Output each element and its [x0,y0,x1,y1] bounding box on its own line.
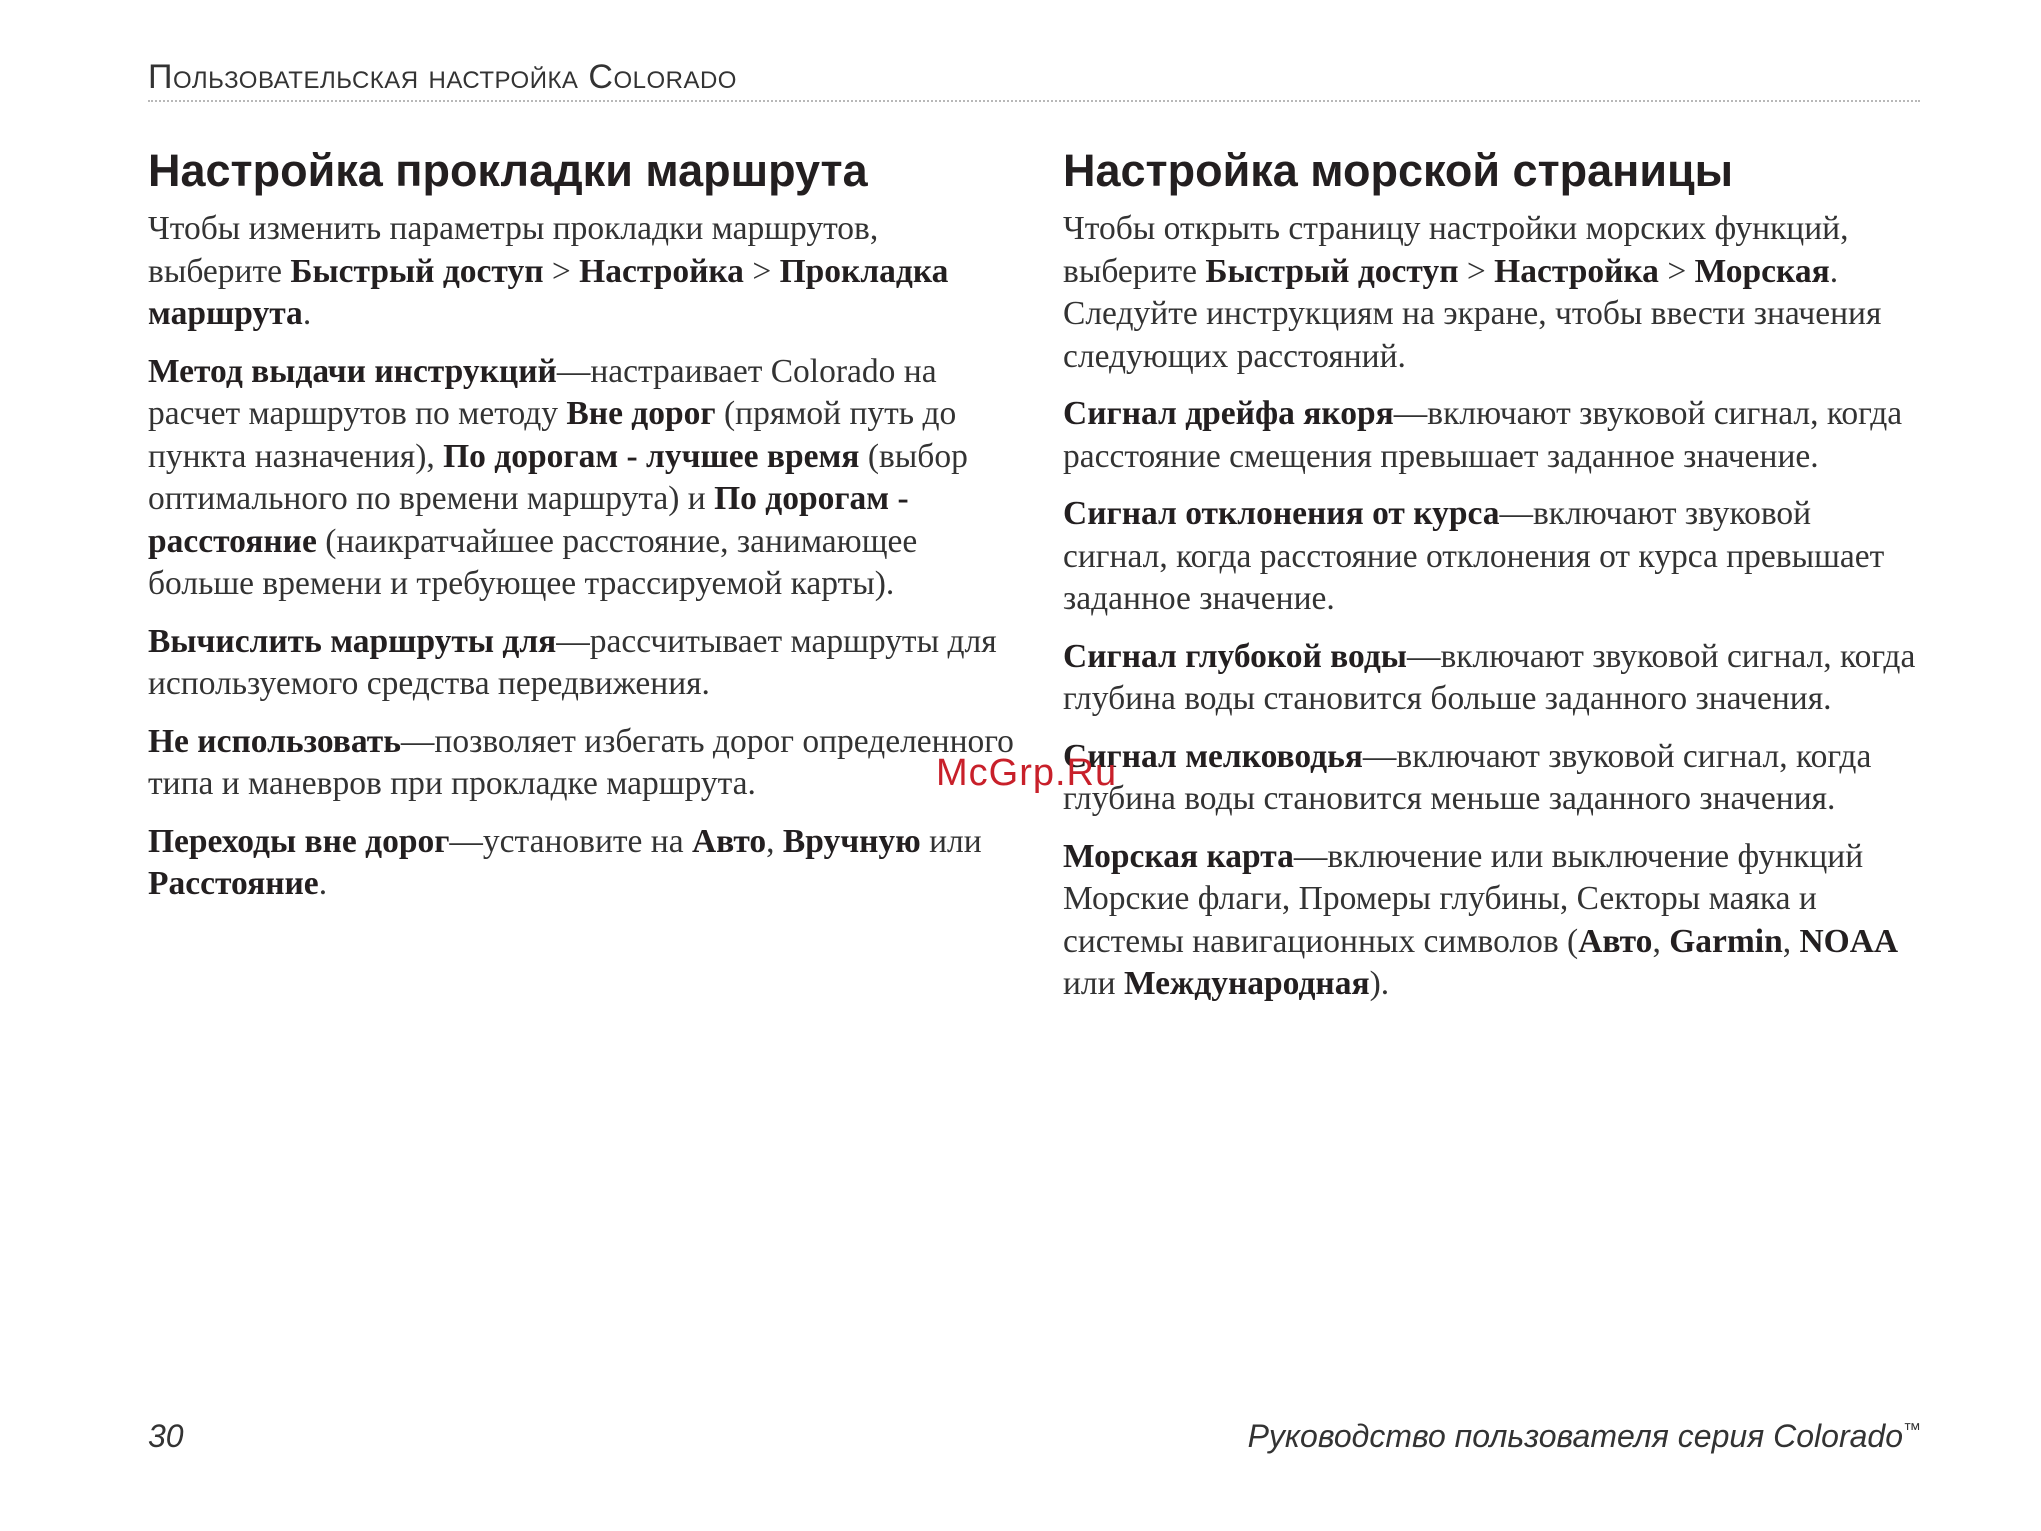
term: Сигнал дрейфа якоря [1063,395,1394,432]
text: или [920,822,982,860]
page-number: 30 [148,1418,184,1454]
text: или [1063,965,1124,1002]
text: Чтобы открыть страницу настройки морских функций, выберите [1063,210,1849,290]
text: , [1652,922,1670,960]
manual-title [1248,1418,1921,1455]
option: Авто [1578,922,1653,960]
text: —включение или выключение функций Морские флаги, Промеры глубины, Секторы маяка и системы навигационных символов ( [1063,837,1864,960]
marine-intro-paragraph [1063,208,1923,378]
term: Сигнал глубокой воды [1063,637,1407,675]
text: Чтобы изменить параметры прокладки маршрутов, выберите [148,210,879,290]
deep-water-paragraph [1063,636,1923,721]
text: , [1782,922,1800,960]
path-separator: > [743,252,780,290]
option: Garmin [1669,922,1783,960]
option: Расстояние [148,865,319,902]
section-heading-marine-setup: Настройка морской страницы [1063,145,1734,196]
menu-path-item: Быстрый доступ [1205,252,1459,290]
text: ). [1369,965,1390,1002]
header-divider [148,100,1920,102]
path-separator: > [543,252,580,290]
menu-path-item: Морская [1694,252,1830,290]
shallow-water-paragraph [1063,736,1923,821]
text: —рассчитывает маршруты для используемого средства передвижения. [148,622,997,702]
text: . [318,865,328,902]
term: Не использовать [148,722,401,760]
text: —включают звуковой сигнал, когда расстояние отклонения от курса превышает заданное значение. [1063,495,1885,617]
option: NOAA [1799,922,1899,960]
path-separator: > [1658,252,1695,290]
guidance-method-paragraph [148,351,1018,606]
text: —настраивает Colorado на расчет маршрутов по методу [148,352,937,432]
menu-path-item: Настройка [579,252,744,290]
option: По дорогам - лучшее время [443,437,860,475]
option: Международная [1123,965,1370,1002]
section-heading-route-setup: Настройка прокладки маршрута [148,145,868,196]
text: . [302,295,312,332]
text: —включают звуковой сигнал, когда глубина воды становится больше заданного значения. [1063,637,1916,717]
text: (наикратчайшее расстояние, занимающее больше времени и требующее трассируемой карты). [148,522,918,602]
trademark-symbol: ™ [1903,1419,1921,1440]
menu-path-item: Быстрый доступ [290,252,544,290]
term: Сигнал отклонения от курса [1063,495,1500,532]
running-header: Пользовательская настройка Colorado [148,58,737,96]
text: . Следуйте инструкциям на экране, чтобы ввести значения следующих расстояний. [1063,252,1882,375]
term: Морская карта [1063,837,1294,875]
off-course-paragraph [1063,493,1923,621]
avoidance-paragraph [148,721,1018,806]
option: По дорогам - расстояние [148,480,909,560]
path-separator: > [1458,252,1495,290]
text: (прямой путь до пункта назначения), [148,395,957,475]
option: Авто [691,822,767,860]
term: Переходы вне дорог [148,822,450,860]
left-column [148,142,1018,921]
menu-path-item: Настройка [1494,252,1659,290]
text: (выбор оптимального по времени маршрута) и [148,437,968,517]
text: —включают звуковой сигнал, когда глубина воды становится меньше заданного значения. [1063,737,1872,817]
term: Метод выдачи инструкций [148,352,557,390]
marine-chart-paragraph [1063,836,1923,1006]
text: , [766,822,783,860]
route-intro-paragraph [148,208,1018,336]
term: Вычислить маршруты для [148,622,557,660]
text: —установите на [449,822,692,860]
option: Вручную [782,822,921,860]
manual-title-text: Руководство пользователя серия Colorado [1247,1418,1903,1454]
text: —включают звуковой сигнал, когда расстояние смещения превышает заданное значение. [1063,395,1903,475]
menu-path-item: Прокладка маршрута [148,252,949,332]
option: Вне дорог [566,395,716,432]
offroad-transitions-paragraph [148,821,1018,906]
anchor-drag-paragraph [1063,393,1923,478]
right-column [1063,142,1923,1021]
calculate-routes-paragraph [148,621,1018,706]
watermark: McGrp.Ru [936,752,1118,794]
term: Сигнал мелководья [1063,737,1363,775]
text: —позволяет избегать дорог определенного типа и маневров при прокладке маршрута. [148,722,1014,802]
